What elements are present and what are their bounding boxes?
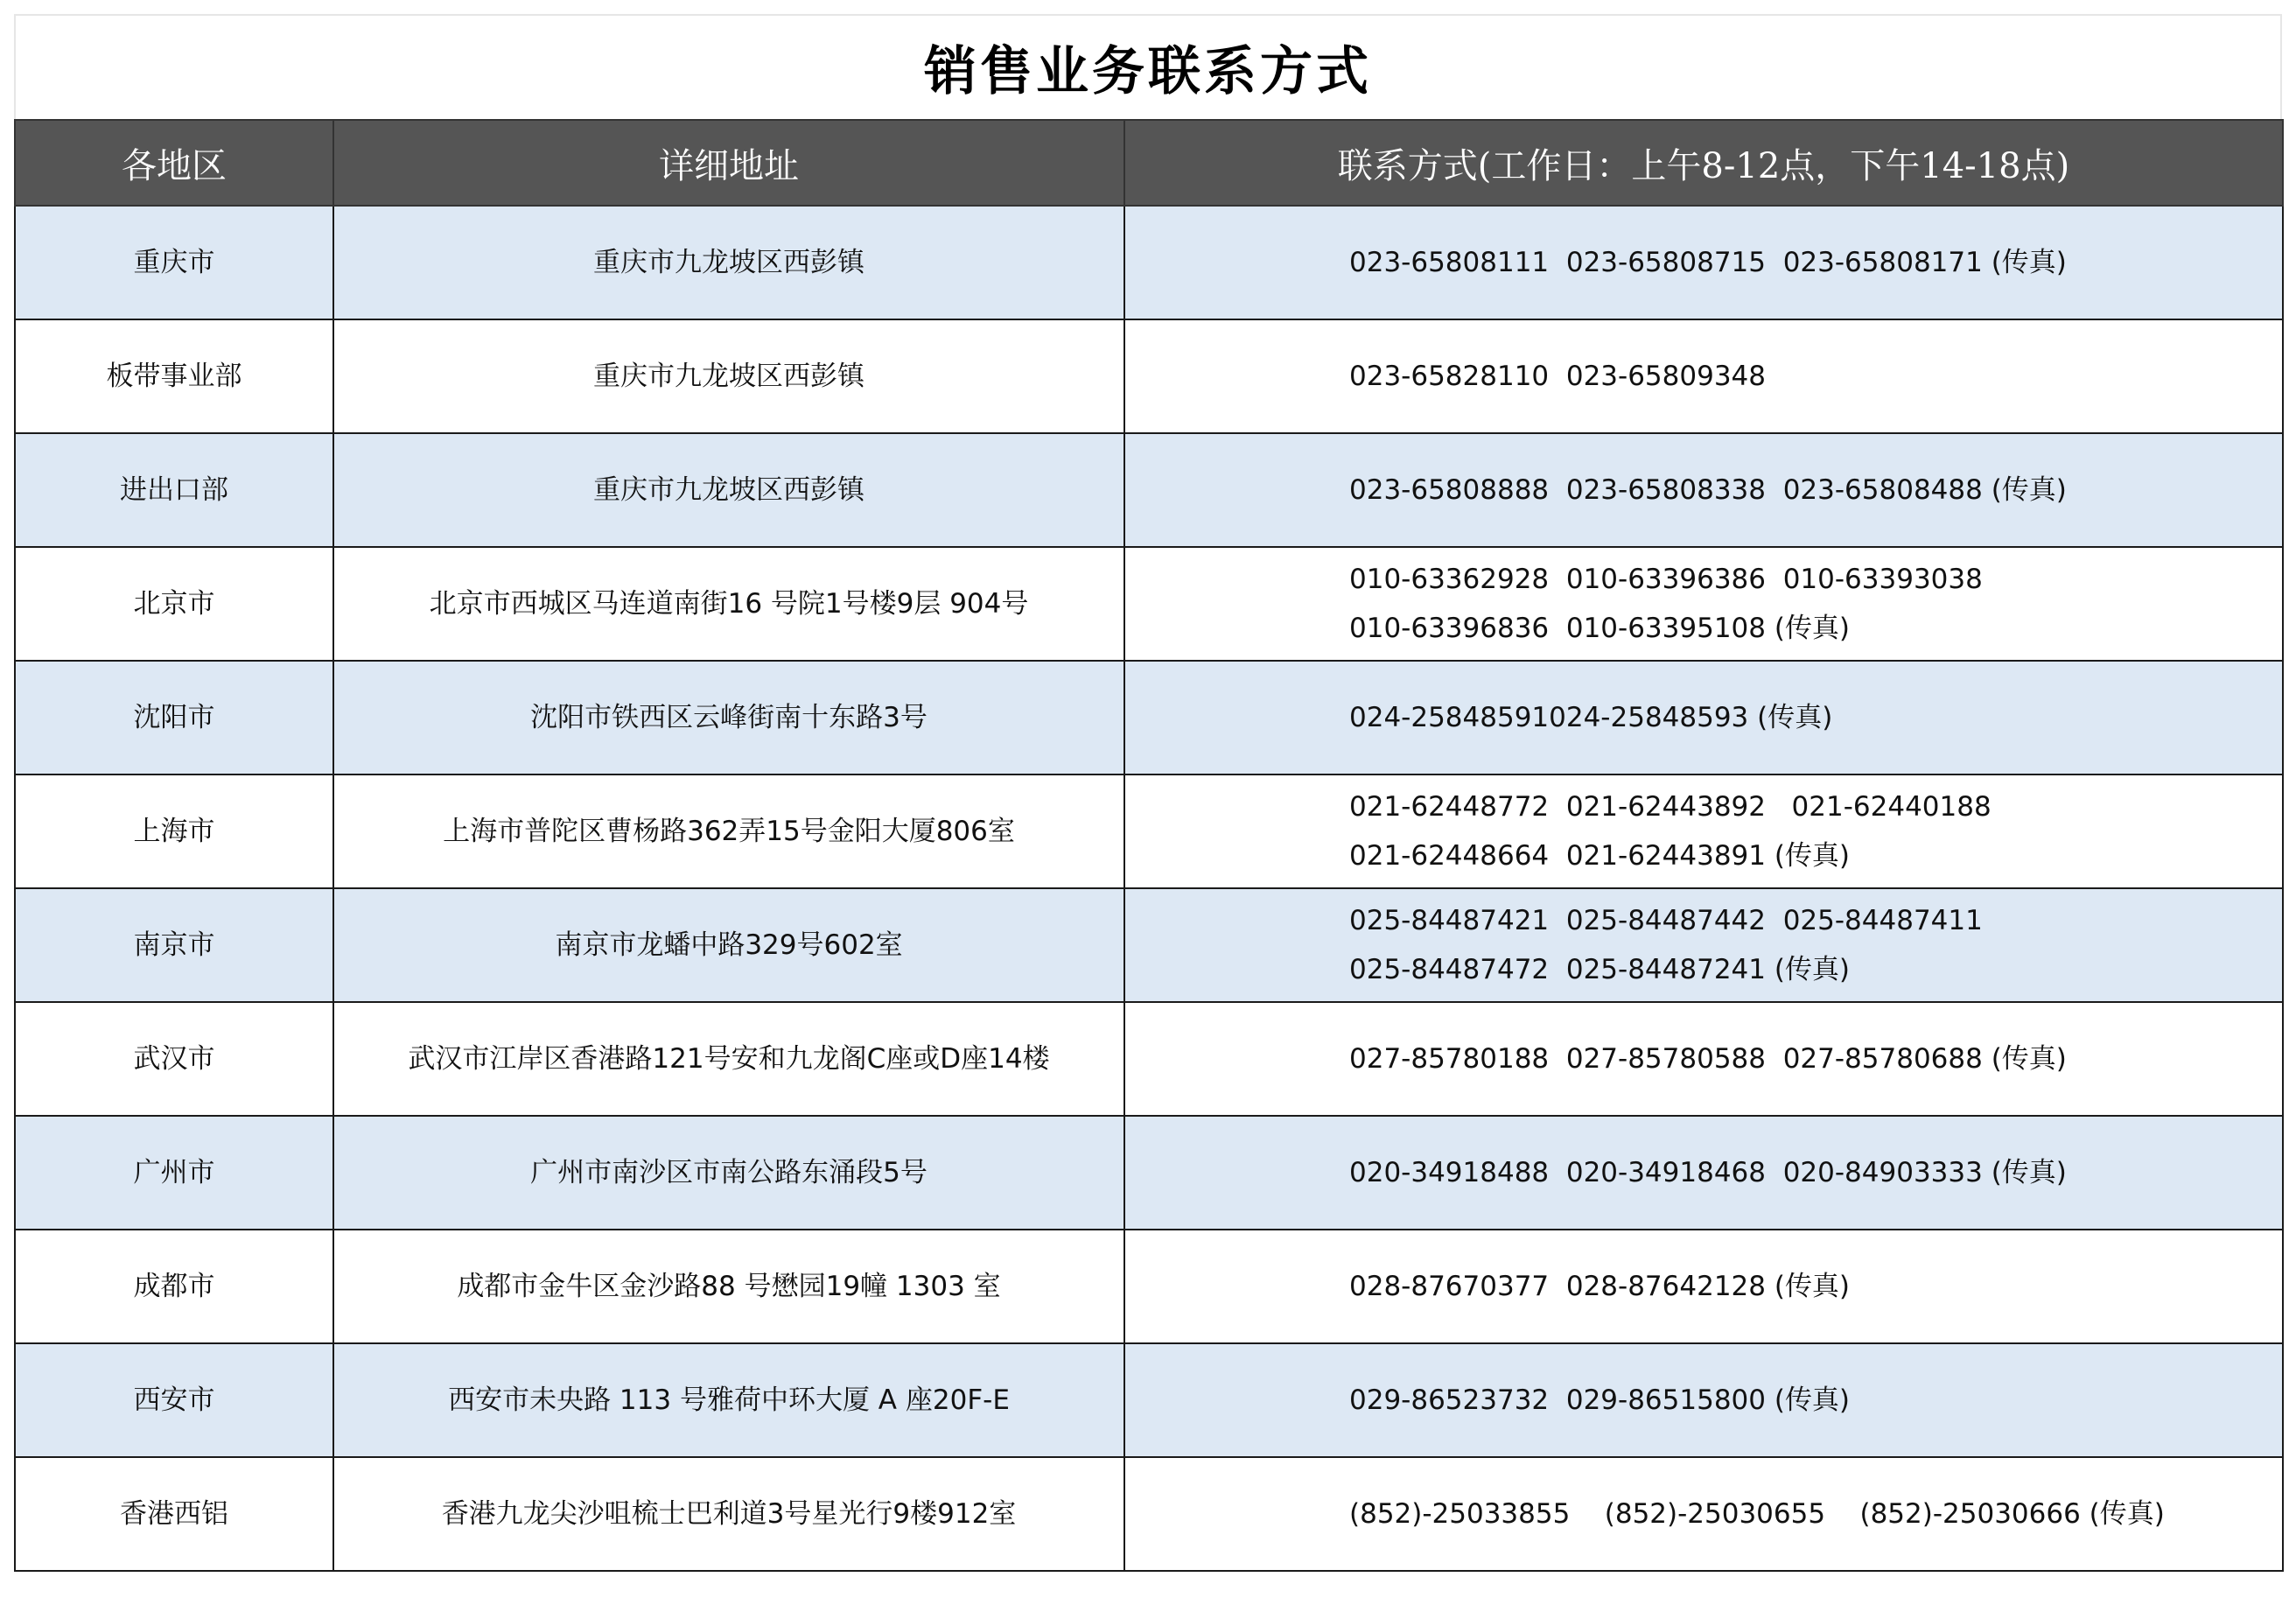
header-contact: 联系方式(工作日：上午8-12点，下午14-18点) bbox=[1124, 120, 2283, 206]
table-row bbox=[15, 774, 2283, 888]
contact-cell bbox=[1124, 206, 2283, 319]
region-cell: 武汉市 bbox=[15, 1002, 333, 1116]
region-cell: 成都市 bbox=[15, 1230, 333, 1343]
title-bar bbox=[14, 16, 2282, 119]
table-row bbox=[15, 661, 2283, 774]
page-title: 销售业务联系方式 bbox=[924, 41, 1372, 102]
phone-line: 025-84487472 025-84487241 (传真) bbox=[1349, 954, 1851, 985]
table-row bbox=[15, 206, 2283, 319]
region-cell: 西安市 bbox=[15, 1343, 333, 1457]
address-cell: 上海市普陀区曹杨路362弄15号金阳大厦806室 bbox=[333, 774, 1124, 888]
region-cell: 板带事业部 bbox=[15, 319, 333, 433]
contact-sheet bbox=[14, 14, 2282, 1591]
contact-cell bbox=[1124, 1116, 2283, 1230]
header-row bbox=[15, 120, 2283, 206]
header-address: 详细地址 bbox=[333, 120, 1124, 206]
phone-line: 024-25848591024-25848593 (传真) bbox=[1349, 702, 1833, 733]
table-row bbox=[15, 1343, 2283, 1457]
address-cell: 重庆市九龙坡区西彭镇 bbox=[333, 319, 1124, 433]
contact-cell bbox=[1124, 433, 2283, 547]
phone-line: 027-85780188 027-85780588 027-85780688 (传真) bbox=[1349, 1043, 2067, 1075]
contact-cell bbox=[1124, 319, 2283, 433]
phone-line: 029-86523732 029-86515800 (传真) bbox=[1349, 1384, 1851, 1416]
phone-line: 010-63396836 010-63395108 (传真) bbox=[1349, 613, 1851, 644]
contact-cell bbox=[1124, 1230, 2283, 1343]
table-row bbox=[15, 1230, 2283, 1343]
region-cell: 广州市 bbox=[15, 1116, 333, 1230]
phone-line: (852)-25033855 (852)-25030655 (852)-25030666 (传真) bbox=[1349, 1498, 2165, 1530]
phone-line: 025-84487421 025-84487442 025-84487411 bbox=[1349, 905, 1983, 936]
contact-cell bbox=[1124, 888, 2283, 1002]
header-region: 各地区 bbox=[15, 120, 333, 206]
contact-cell bbox=[1124, 774, 2283, 888]
table-row bbox=[15, 888, 2283, 1002]
contact-cell bbox=[1124, 1343, 2283, 1457]
phone-line: 010-63362928 010-63396386 010-63393038 bbox=[1349, 564, 1983, 595]
address-cell: 武汉市江岸区香港路121号安和九龙阁C座或D座14楼 bbox=[333, 1002, 1124, 1116]
contact-cell bbox=[1124, 1002, 2283, 1116]
table-row bbox=[15, 1002, 2283, 1116]
address-cell: 重庆市九龙坡区西彭镇 bbox=[333, 206, 1124, 319]
table-row bbox=[15, 1116, 2283, 1230]
address-cell: 南京市龙蟠中路329号602室 bbox=[333, 888, 1124, 1002]
region-cell: 上海市 bbox=[15, 774, 333, 888]
phone-line: 023-65828110 023-65809348 bbox=[1349, 361, 1766, 392]
contact-cell bbox=[1124, 547, 2283, 661]
region-cell: 进出口部 bbox=[15, 433, 333, 547]
contact-table bbox=[14, 119, 2284, 1572]
phone-line: 020-34918488 020-34918468 020-84903333 (传真) bbox=[1349, 1157, 2067, 1188]
table-row bbox=[15, 433, 2283, 547]
table-body bbox=[15, 206, 2283, 1571]
region-cell: 沈阳市 bbox=[15, 661, 333, 774]
phone-line: 021-62448772 021-62443892 021-62440188 bbox=[1349, 791, 1992, 823]
phone-line: 023-65808111 023-65808715 023-65808171 (传真) bbox=[1349, 247, 2067, 278]
contact-cell bbox=[1124, 661, 2283, 774]
address-cell: 北京市西城区马连道南街16 号院1号楼9层 904号 bbox=[333, 547, 1124, 661]
region-cell: 香港西铝 bbox=[15, 1457, 333, 1571]
region-cell: 南京市 bbox=[15, 888, 333, 1002]
address-cell: 西安市未央路 113 号雅荷中环大厦 A 座20F-E bbox=[333, 1343, 1124, 1457]
address-cell: 香港九龙尖沙咀梳士巴利道3号星光行9楼912室 bbox=[333, 1457, 1124, 1571]
table-row bbox=[15, 1457, 2283, 1571]
region-cell: 北京市 bbox=[15, 547, 333, 661]
region-cell: 重庆市 bbox=[15, 206, 333, 319]
address-cell: 广州市南沙区市南公路东涌段5号 bbox=[333, 1116, 1124, 1230]
table-row bbox=[15, 319, 2283, 433]
phone-line: 023-65808888 023-65808338 023-65808488 (传真) bbox=[1349, 474, 2067, 506]
phone-line: 028-87670377 028-87642128 (传真) bbox=[1349, 1271, 1851, 1302]
contact-cell bbox=[1124, 1457, 2283, 1571]
address-cell: 沈阳市铁西区云峰街南十东路3号 bbox=[333, 661, 1124, 774]
address-cell: 成都市金牛区金沙路88 号懋园19幢 1303 室 bbox=[333, 1230, 1124, 1343]
phone-line: 021-62448664 021-62443891 (传真) bbox=[1349, 840, 1851, 872]
table-row bbox=[15, 547, 2283, 661]
address-cell: 重庆市九龙坡区西彭镇 bbox=[333, 433, 1124, 547]
